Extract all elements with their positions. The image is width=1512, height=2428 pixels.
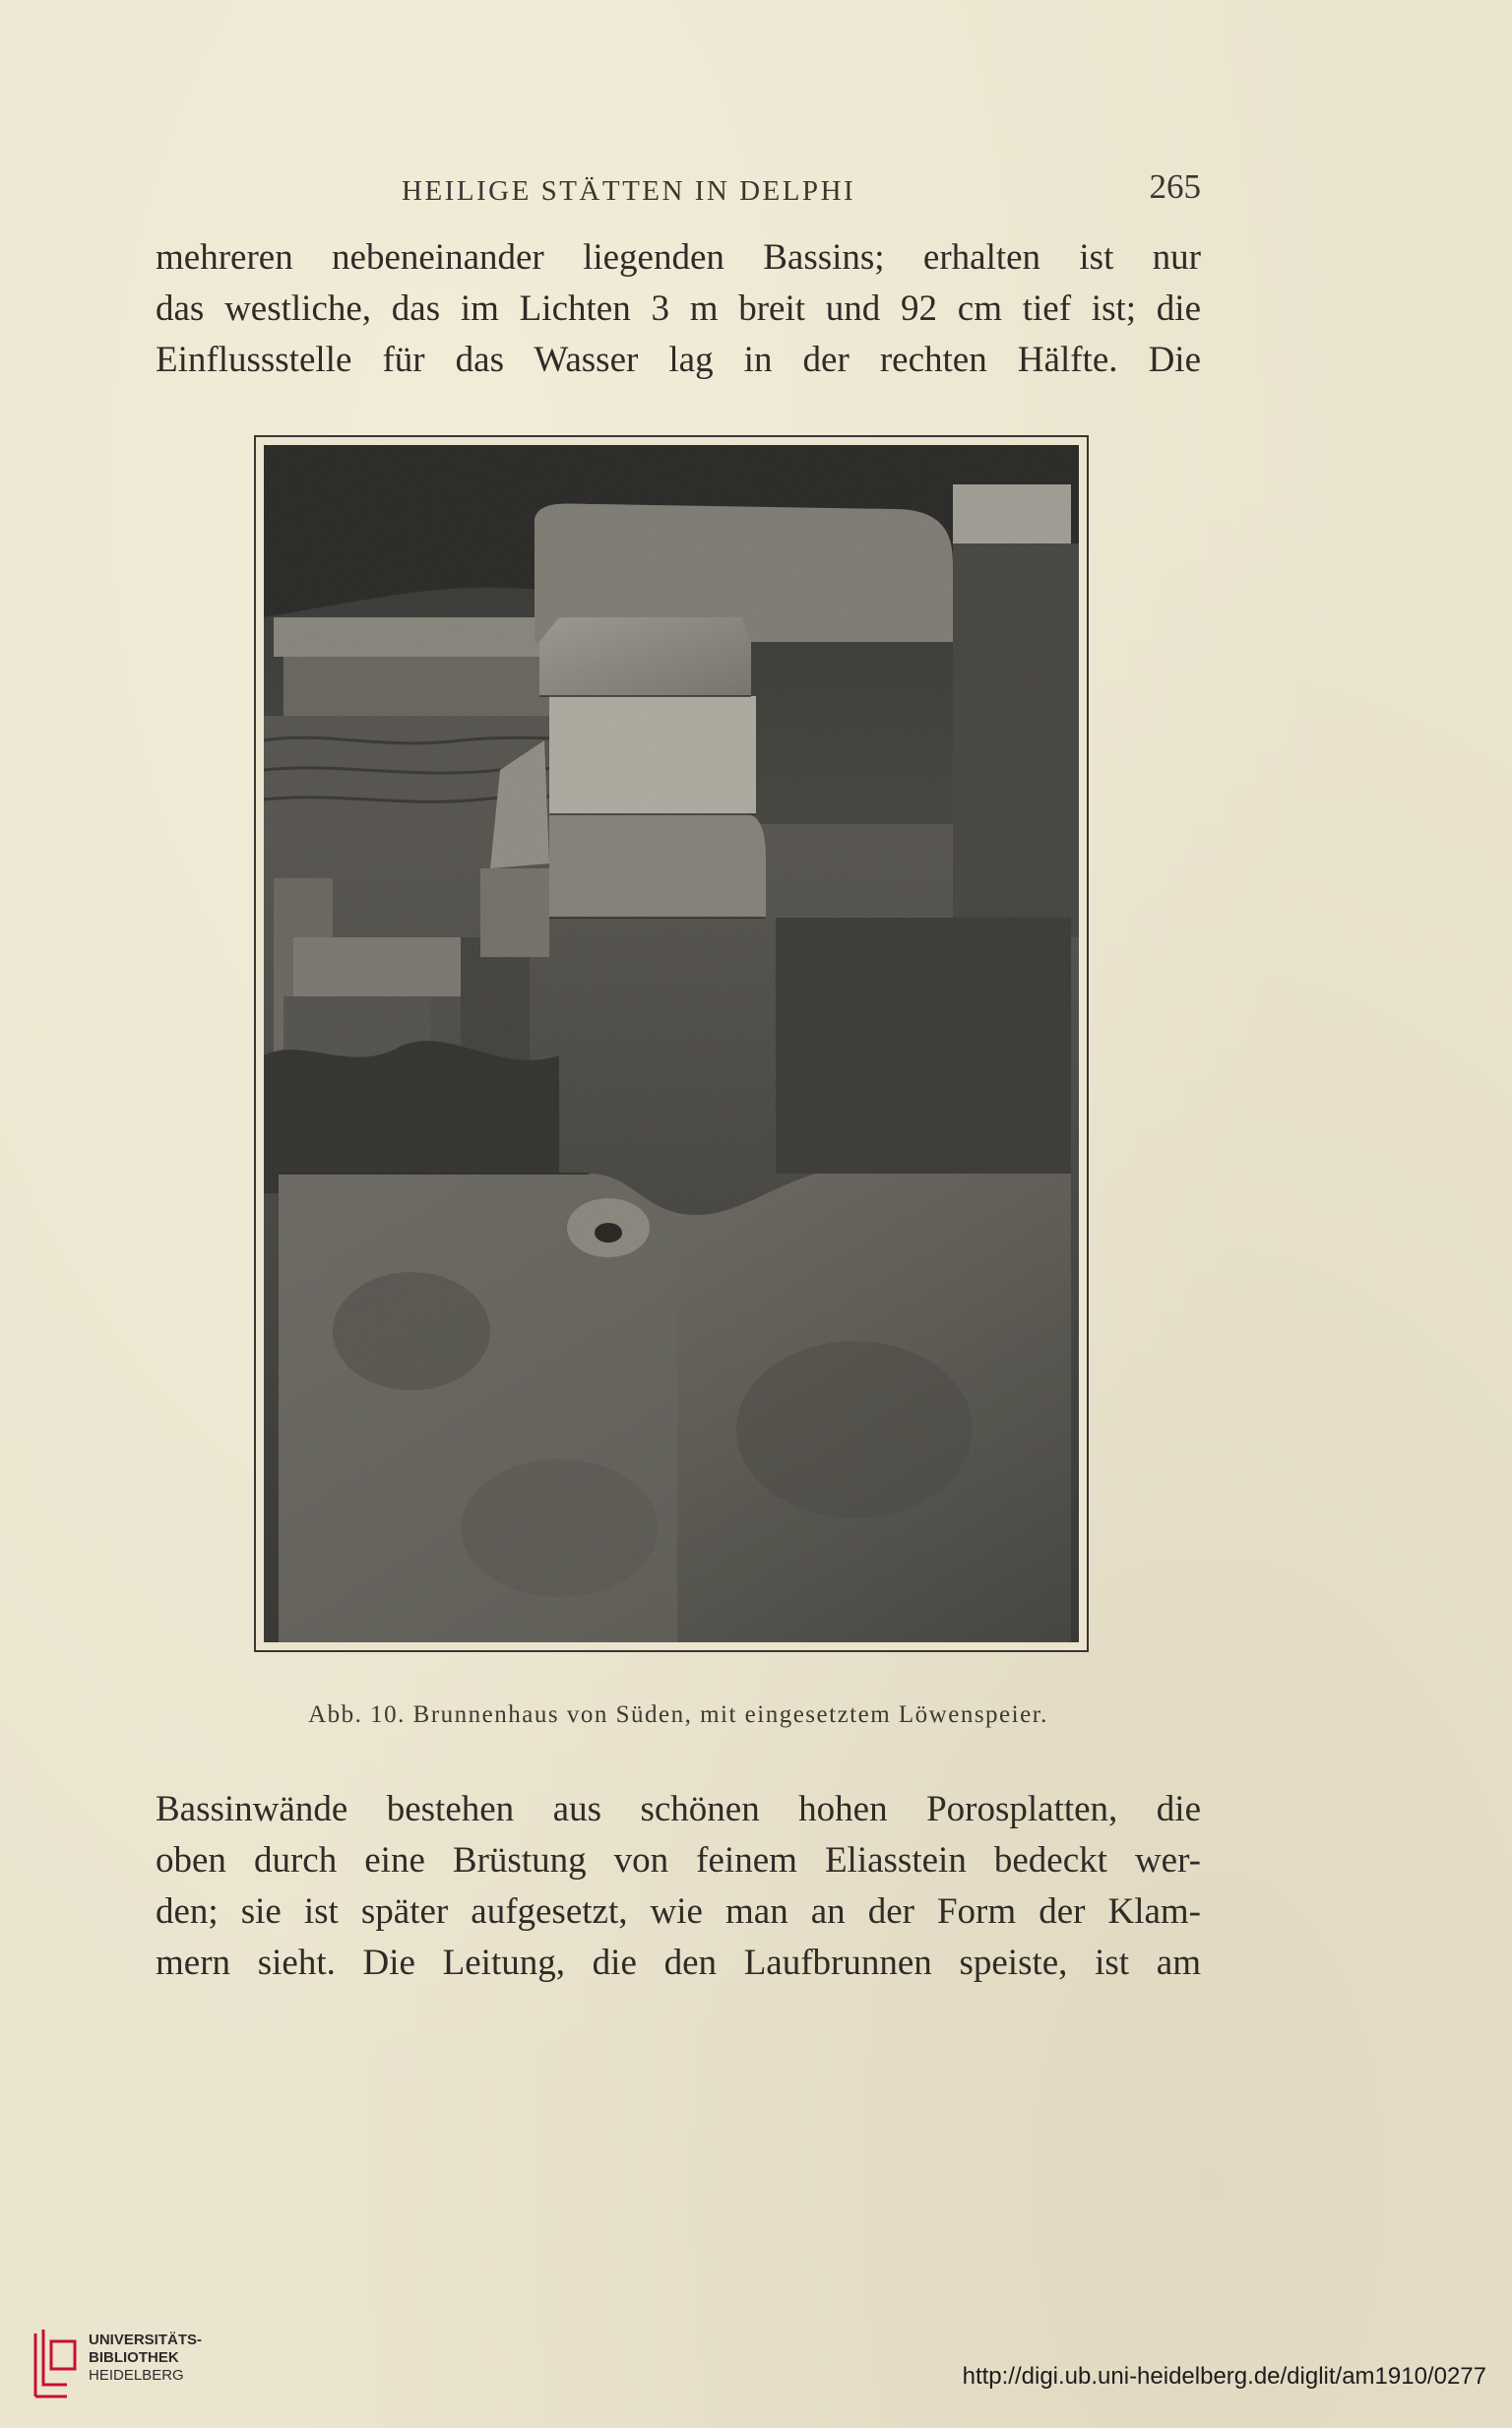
- page-header: [156, 167, 1201, 215]
- source-url[interactable]: http://digi.ub.uni-heidelberg.de/diglit/am1910/0277: [962, 2363, 1486, 2390]
- logo-text-line: HEIDELBERG: [89, 2367, 184, 2384]
- body-text-top: [156, 232, 1201, 386]
- body-text-bottom: [156, 1784, 1201, 1989]
- page-number: 265: [1149, 167, 1201, 206]
- figure-photograph: [254, 435, 1089, 1652]
- figure-caption: Abb. 10. Brunnenhaus von Süden, mit eingesetztem Löwenspeier.: [308, 1701, 1048, 1728]
- text-line: oben durch eine Brüstung von feinem Eliasstein bedeckt wer-: [156, 1840, 1201, 1881]
- text-line: mehreren nebeneinander liegenden Bassins; erhalten ist nur: [156, 237, 1201, 278]
- logo-text-line: BIBLIOTHEK: [89, 2349, 179, 2366]
- logo-text-line: UNIVERSITÄTS-: [89, 2332, 203, 2348]
- text-line: mern sieht. Die Leitung, die den Laufbrunnen speiste, ist am: [156, 1943, 1201, 1983]
- text-line: den; sie ist später aufgesetzt, wie man an der Form der Klam-: [156, 1891, 1201, 1932]
- running-title: HEILIGE STÄTTEN IN DELPHI: [402, 175, 856, 207]
- library-logo: [28, 2326, 244, 2404]
- library-logo-icon: [28, 2326, 83, 2404]
- text-line: Einflussstelle für das Wasser lag in der rechten Hälfte. Die: [156, 340, 1201, 380]
- fountain-house-photo: [264, 445, 1079, 1642]
- text-line: Bassinwände bestehen aus schönen hohen Porosplatten, die: [156, 1789, 1201, 1829]
- text-line: das westliche, das im Lichten 3 m breit und 92 cm tief ist; die: [156, 288, 1201, 329]
